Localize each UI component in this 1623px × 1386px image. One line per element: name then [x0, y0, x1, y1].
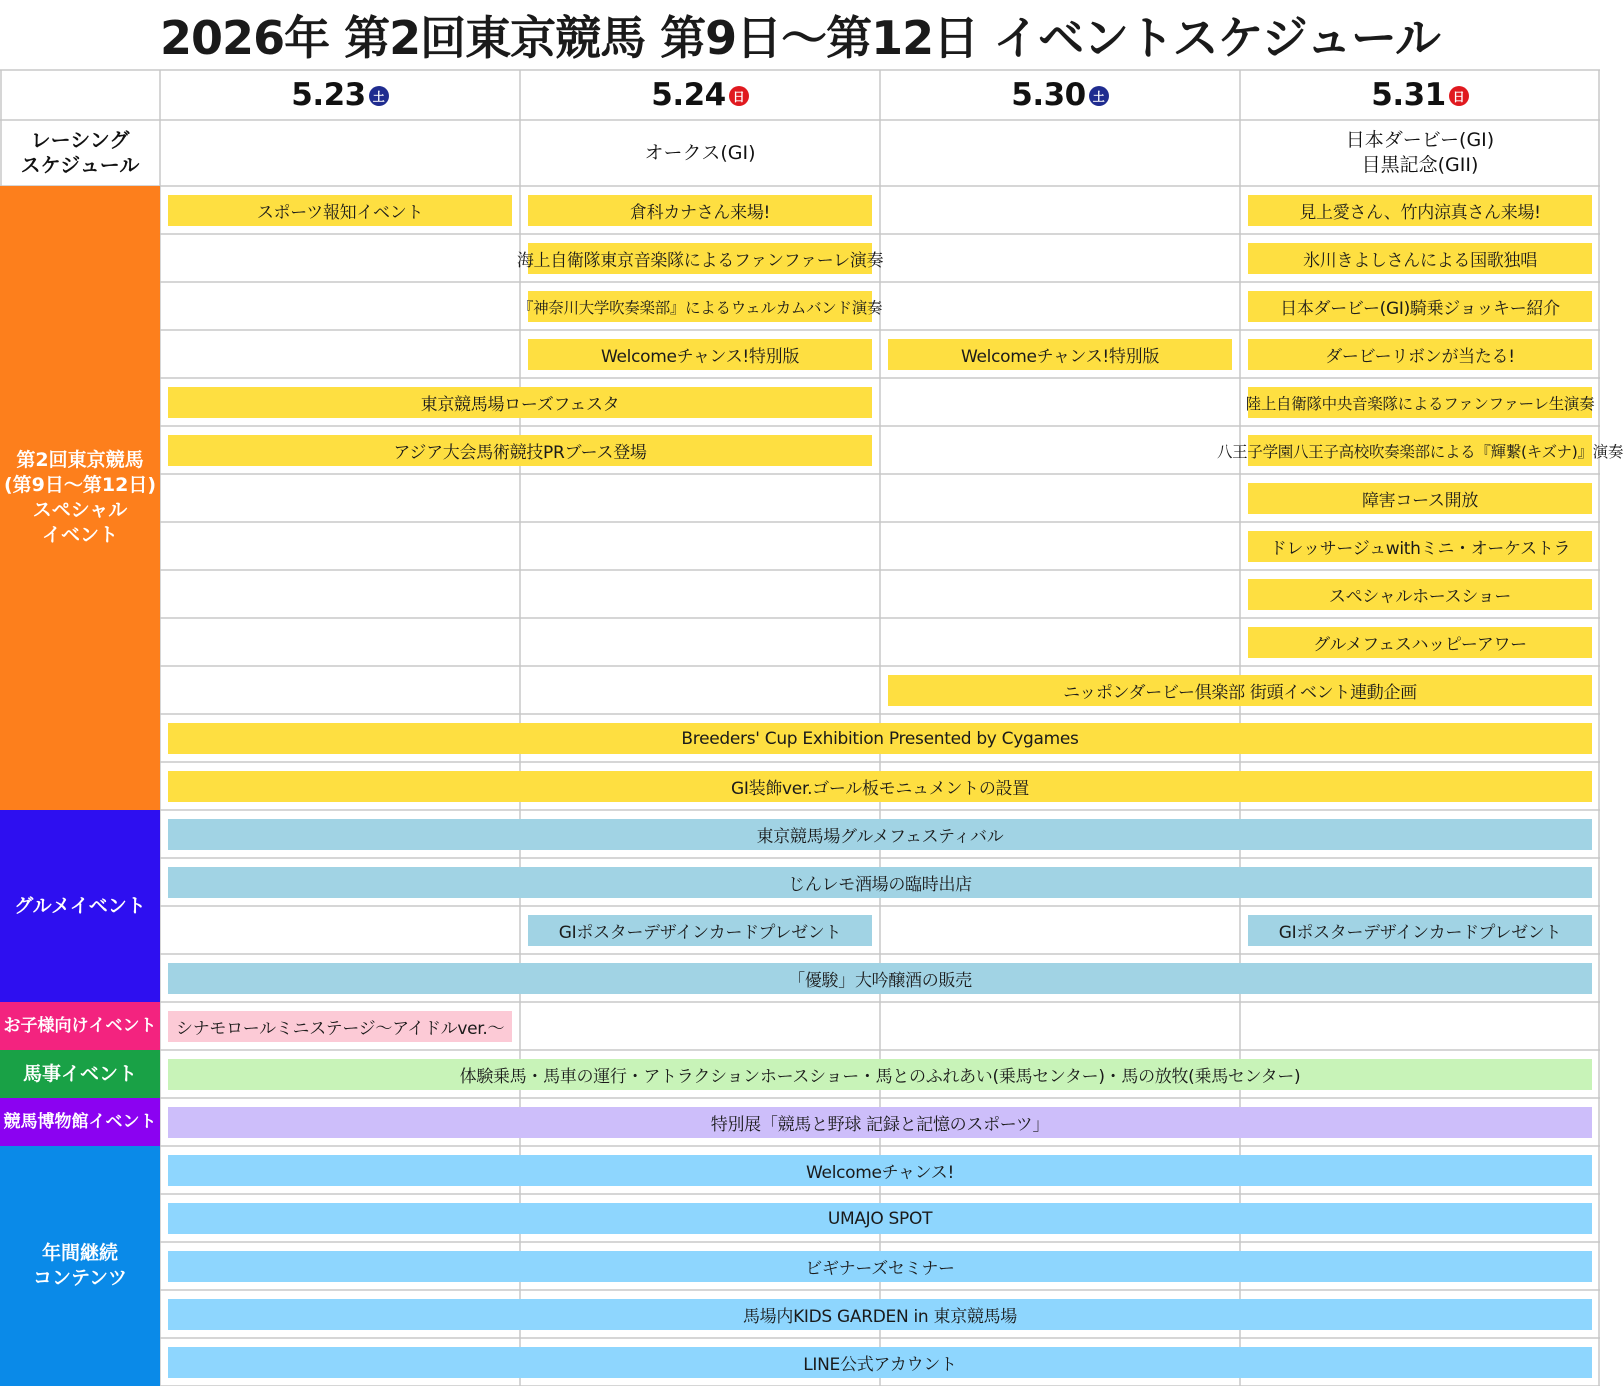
day-of-week-badge: 日	[729, 86, 749, 106]
race-name: 日本ダービー(GI)	[1345, 129, 1495, 151]
category-label-museum: 競馬博物館イベント	[0, 1098, 160, 1146]
event-bar[interactable]: Welcomeチャンス!	[168, 1155, 1592, 1186]
day-of-week-badge: 土	[1089, 86, 1109, 106]
event-bar[interactable]: 『神奈川大学吹奏楽部』によるウェルカムバンド演奏	[528, 291, 872, 322]
event-bar[interactable]: ドレッサージュwithミニ・オーケストラ	[1248, 531, 1592, 562]
event-bar[interactable]: ビギナーズセミナー	[168, 1251, 1592, 1282]
date-header-3	[880, 70, 1240, 120]
event-bar[interactable]: 東京競馬場グルメフェスティバル	[168, 819, 1592, 850]
event-bar[interactable]: Welcomeチャンス!特別版	[888, 339, 1232, 370]
event-bar[interactable]: 倉科カナさん来場!	[528, 195, 872, 226]
day-of-week-badge: 土	[369, 86, 389, 106]
race-name: オークス(GI)	[644, 141, 756, 164]
event-bar[interactable]: ニッポンダービー倶楽部 街頭イベント連動企画	[888, 675, 1592, 706]
event-bar[interactable]: 八王子学園八王子高校吹奏楽部による『輝繋(キズナ)』演奏	[1248, 435, 1592, 466]
event-bar[interactable]: 「優駿」大吟醸酒の販売	[168, 963, 1592, 994]
page-title: 2026年 第2回東京競馬 第9日～第12日 イベントスケジュール	[160, 11, 1440, 65]
race-cell-4	[1240, 120, 1600, 186]
event-bar[interactable]: 障害コース開放	[1248, 483, 1592, 514]
event-bar[interactable]: UMAJO SPOT	[168, 1203, 1592, 1234]
category-label-horse: 馬事イベント	[0, 1050, 160, 1098]
date-header-1	[160, 70, 520, 120]
event-bar[interactable]: 氷川きよしさんによる国歌独唱	[1248, 243, 1592, 274]
event-bar[interactable]: 特別展「競馬と野球 記録と記憶のスポーツ」	[168, 1107, 1592, 1138]
event-bar[interactable]: ダービーリボンが当たる!	[1248, 339, 1592, 370]
date-header-2	[520, 70, 880, 120]
event-bar[interactable]: 東京競馬場ローズフェスタ	[168, 387, 872, 418]
category-label-kids: お子様向けイベント	[0, 1002, 160, 1050]
racing-schedule-label: レーシング スケジュール	[20, 128, 140, 177]
event-bar[interactable]: アジア大会馬術競技PRブース登場	[168, 435, 872, 466]
event-bar[interactable]: 海上自衛隊東京音楽隊によるファンファーレ演奏	[528, 243, 872, 274]
event-bar[interactable]: Breeders' Cup Exhibition Presented by Cygames	[168, 723, 1592, 754]
event-bar[interactable]: Welcomeチャンス!特別版	[528, 339, 872, 370]
date-text: 5.23	[291, 77, 366, 113]
race-cell-3	[880, 120, 1240, 186]
event-bar[interactable]: GI装飾ver.ゴール板モニュメントの設置	[168, 771, 1592, 802]
event-bar[interactable]: シナモロールミニステージ～アイドルver.～	[168, 1011, 512, 1042]
date-text: 5.31	[1371, 77, 1446, 113]
event-bar[interactable]: 陸上自衛隊中央音楽隊によるファンファーレ生演奏	[1248, 387, 1592, 418]
event-bar[interactable]: 体験乗馬・馬車の運行・アトラクションホースショー・馬とのふれあい(乗馬センター)・馬の放牧(乗馬センター)	[168, 1059, 1592, 1090]
category-label-gourmet: グルメイベント	[0, 810, 160, 1002]
date-text: 5.24	[651, 77, 726, 113]
day-of-week-badge: 日	[1449, 86, 1469, 106]
race-cell-2	[520, 120, 880, 186]
event-bar[interactable]: GIポスターデザインカードプレゼント	[528, 915, 872, 946]
category-label-special: 第2回東京競馬 (第9日～第12日) スペシャル イベント	[0, 186, 160, 810]
event-bar[interactable]: グルメフェスハッピーアワー	[1248, 627, 1592, 658]
event-bar[interactable]: GIポスターデザインカードプレゼント	[1248, 915, 1592, 946]
event-bar[interactable]: スペシャルホースショー	[1248, 579, 1592, 610]
event-bar[interactable]: 日本ダービー(GI)騎乗ジョッキー紹介	[1248, 291, 1592, 322]
race-name: 目黒記念(GII)	[1361, 154, 1479, 176]
date-text: 5.30	[1011, 77, 1086, 113]
event-bar[interactable]: じんレモ酒場の臨時出店	[168, 867, 1592, 898]
date-header-4	[1240, 70, 1600, 120]
event-bar[interactable]: 馬場内KIDS GARDEN in 東京競馬場	[168, 1299, 1592, 1330]
race-cell-1	[160, 120, 520, 186]
category-label-annual: 年間継続 コンテンツ	[0, 1146, 160, 1386]
event-bar[interactable]: スポーツ報知イベント	[168, 195, 512, 226]
event-bar[interactable]: 見上愛さん、竹内涼真さん来場!	[1248, 195, 1592, 226]
event-bar[interactable]: LINE公式アカウント	[168, 1347, 1592, 1378]
